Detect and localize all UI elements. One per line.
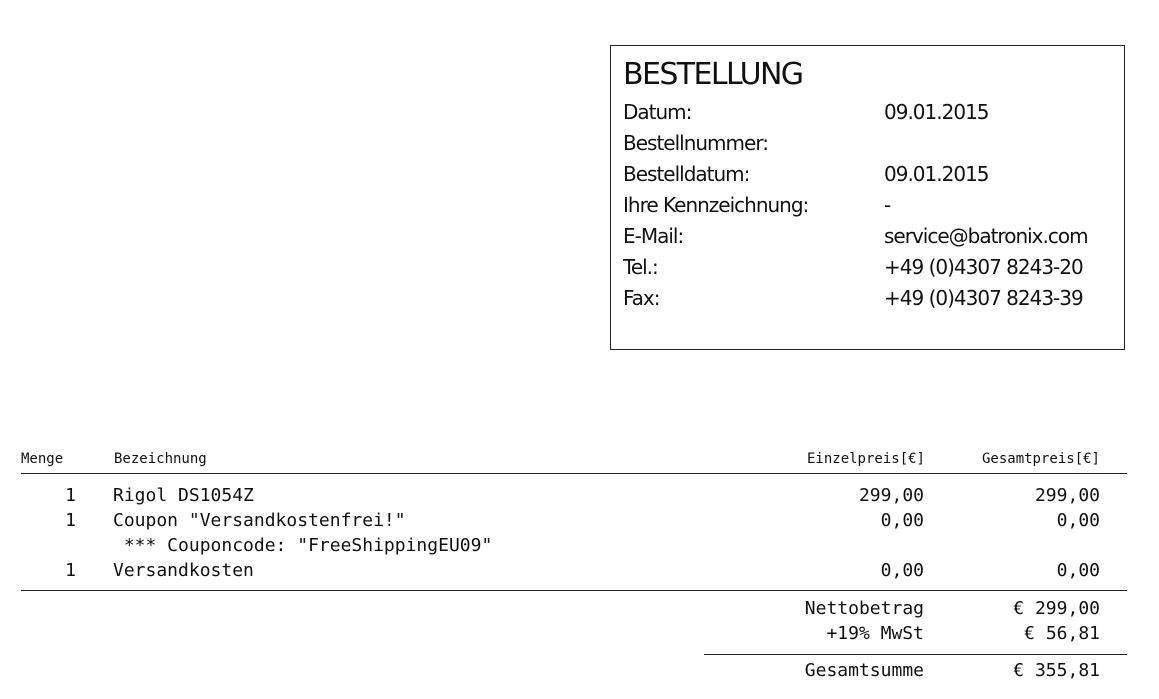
- row-description: Coupon "Versandkostenfrei!": [113, 510, 406, 531]
- info-label: Ihre Kennzeichnung:: [623, 193, 809, 217]
- row-qty: 1: [65, 485, 76, 506]
- header-unit-price: Einzelpreis[€]: [806, 451, 925, 467]
- info-label: Bestellnummer:: [623, 131, 768, 155]
- row-qty: 1: [65, 560, 76, 581]
- info-label: E-Mail:: [623, 224, 684, 248]
- info-value: +49 (0)4307 8243-20: [884, 255, 1083, 279]
- header-total-price: Gesamtpreis[€]: [981, 451, 1100, 467]
- row-total-price: 0,00: [1056, 560, 1100, 581]
- items-divider: [21, 590, 1127, 591]
- header-description: Bezeichnung: [114, 451, 207, 467]
- info-row-order-date: [623, 162, 1118, 192]
- order-title: BESTELLUNG: [623, 57, 803, 92]
- row-total-price: 299,00: [1034, 485, 1100, 506]
- info-label: Bestelldatum:: [623, 162, 750, 186]
- net-amount-value: € 299,00: [1013, 598, 1100, 619]
- info-label: Tel.:: [623, 255, 658, 279]
- info-value: service@batronix.com: [884, 224, 1088, 248]
- row-unit-price: 0,00: [880, 510, 924, 531]
- info-row-fax: [623, 286, 1118, 316]
- info-label: Fax:: [623, 286, 660, 310]
- header-divider: [21, 473, 1127, 474]
- row-total-price: 0,00: [1056, 510, 1100, 531]
- info-row-phone: [623, 255, 1118, 285]
- grand-total-label: Gesamtsumme: [804, 660, 924, 681]
- info-row-reference: [623, 193, 1118, 223]
- vat-value: € 56,81: [1024, 623, 1100, 644]
- info-value: 09.01.2015: [884, 162, 989, 186]
- grand-total-value: € 355,81: [1013, 660, 1100, 681]
- vat-label: +19% MwSt: [826, 623, 924, 644]
- row-description: Versandkosten: [113, 560, 254, 581]
- net-amount-label: Nettobetrag: [804, 598, 924, 619]
- info-value: +49 (0)4307 8243-39: [884, 286, 1083, 310]
- row-description: Rigol DS1054Z: [113, 485, 254, 506]
- info-label: Datum:: [623, 100, 692, 124]
- info-value: -: [884, 193, 891, 217]
- header-qty: Menge: [21, 451, 64, 467]
- info-row-email: [623, 224, 1118, 254]
- info-row-order-number: [623, 131, 1118, 161]
- totals-divider: [704, 654, 1127, 655]
- row-unit-price: 0,00: [880, 560, 924, 581]
- row-qty: 1: [65, 510, 76, 531]
- order-info-box: [610, 45, 1125, 350]
- info-row-date: [623, 100, 1118, 130]
- info-value: 09.01.2015: [884, 100, 989, 124]
- row-unit-price: 299,00: [858, 485, 924, 506]
- row-coupon-code: *** Couponcode: "FreeShippingEU09": [113, 535, 493, 556]
